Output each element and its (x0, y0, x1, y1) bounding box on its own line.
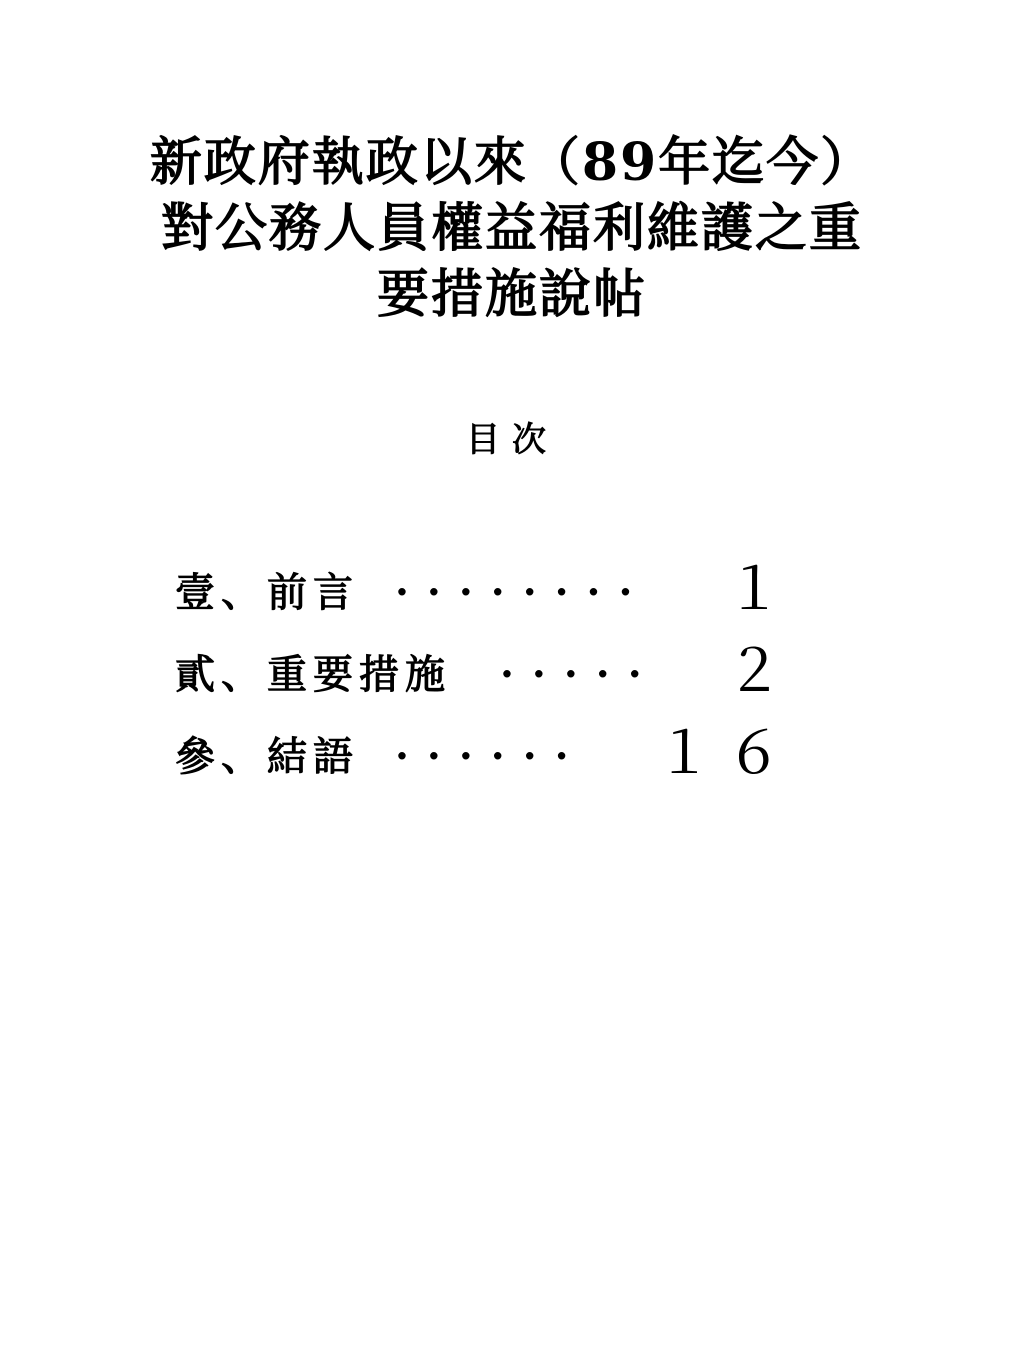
title-line-2: 對公務人員權益福利維護之重 (160, 198, 863, 259)
toc-page-number: １ (724, 557, 795, 622)
toc-dot-leader: ······ (395, 733, 587, 780)
title-line-1: 新政府執政以來（89年迄今） (149, 132, 875, 193)
table-of-contents (175, 555, 815, 801)
toc-page-number: ２ (724, 639, 795, 704)
toc-entry-label: 壹、前言 (175, 569, 359, 616)
toc-page-number: １６ (654, 721, 795, 786)
title-line-3: 要措施說帖 (376, 264, 647, 325)
toc-dot-leader: ····· (500, 651, 660, 698)
document-title (100, 130, 924, 328)
toc-entry-conclusion (175, 719, 815, 801)
toc-dot-leader: ········ (395, 569, 651, 616)
toc-entry-introduction (175, 555, 815, 637)
toc-entry-label: 貳、重要措施 (175, 651, 451, 698)
toc-entry-label: 參、結語 (175, 733, 359, 780)
toc-heading: 目次 (466, 420, 558, 460)
toc-entry-key-measures (175, 637, 815, 719)
